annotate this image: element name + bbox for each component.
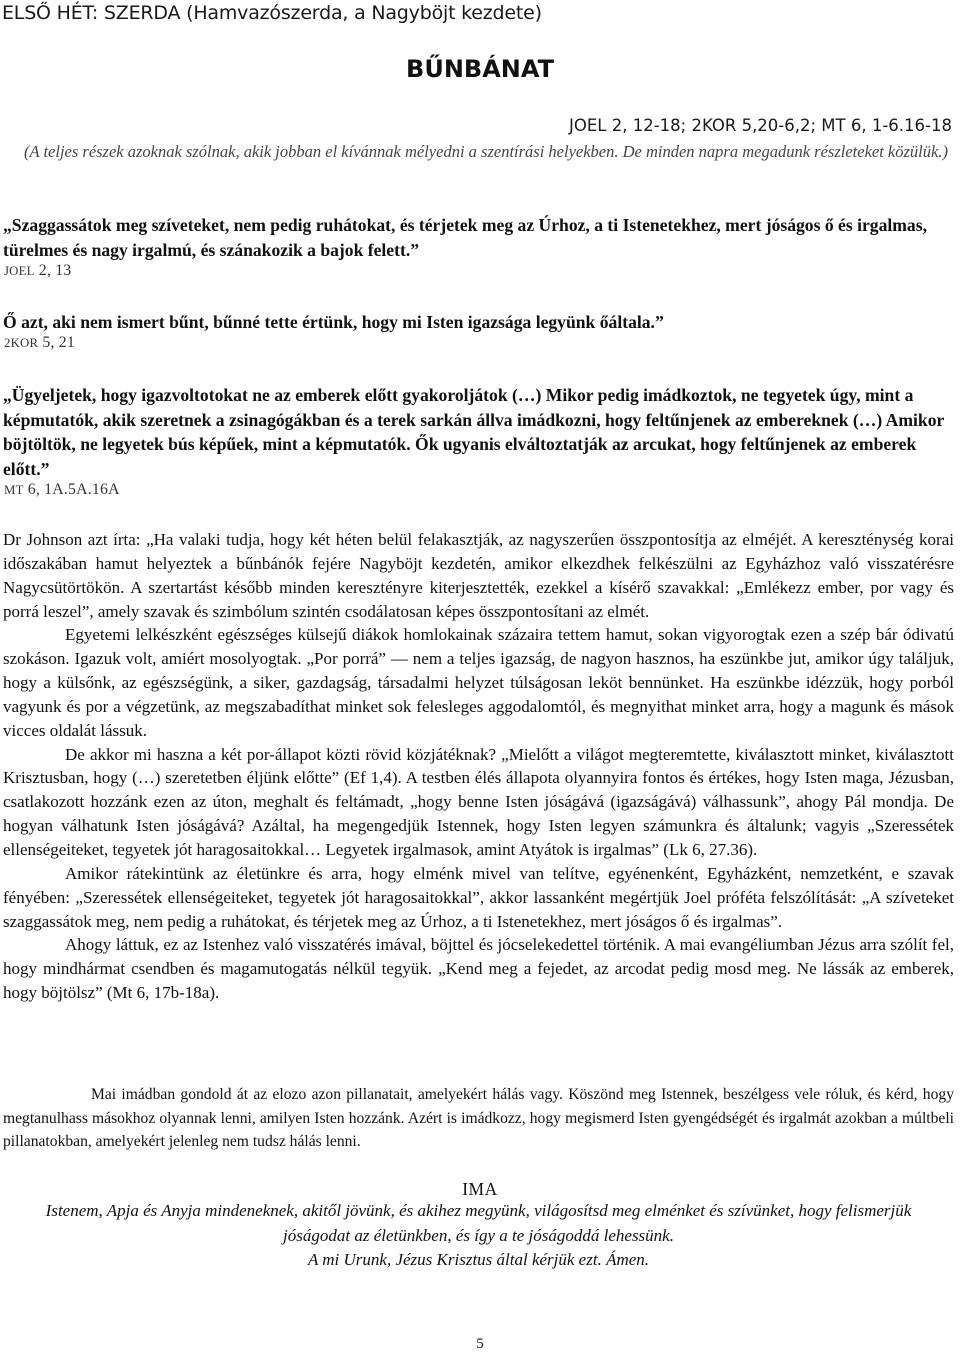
citation-verse: 5, 21	[38, 334, 75, 351]
prayer-line: Istenem, Apja és Anyja mindeneknek, akitől jövünk, és akihez megyünk, világosítsd meg elménket és szívünket, hogy felismerjük	[45, 1201, 912, 1220]
quote-2kor: Ő azt, aki nem ismert bűnt, bűnné tette értünk, hogy mi Isten igazsága legyünk őáltala.”	[3, 312, 664, 332]
citation-book: 2KOR	[4, 336, 39, 350]
quote-joel-citation	[4, 262, 71, 280]
paragraph: Amikor rátekintünk az életünkre és arra, hogy elménk mivel van telítve, egyénenként, Egyházként, nemzetként, e szavak fényében: „Szeressétek ellenségeiteket, tegyetek jót haragosaitokkal”, akkor lassanként megértjük Joel próféta felszólítását: „A szíveteket szaggassátok meg, nem pedig a ruhátokat, és térjetek meg az Úrhoz, a ti Istenetekhez, mert jóságos ő és irgalmas”.	[3, 863, 954, 931]
scripture-references: JOEL 2, 12-18; 2KOR 5,20-6,2; MT 6, 1-6.16-18	[569, 116, 952, 135]
quote-mt-citation	[4, 481, 120, 499]
paragraph: Ahogy láttuk, ez az Istenhez való visszatérés imával, böjttel és jócselekedettel történik. A mai evangéliumban Jézus arra szólít fel, hogy mindhármat csendben és magamutogatás nélkül tegyük. „Kend meg a fejedet, az arcodat pedig mosd meg. Ne lássák az emberek, hogy böjtölsz” (Mt 6, 17b-18a).	[3, 935, 954, 1003]
quote-mt: „Ügyeljetek, hogy igazvoltotokat ne az emberek előtt gyakoroljátok (…) Mikor pedig imádkoztok, ne tegyetek úgy, mint a képmutatók, akik szeretnek a zsinagógákban és a terek sarkán állva imádkozni, hogy feltűnjenek az embereknek (…) Amikor böjtöltök, ne legyetek bús képűek, mint a képmutatók. Ők ugyanis elváltoztatják az arcukat, hogy feltűnjenek az emberek előtt.”	[3, 385, 944, 479]
page-number: 5	[476, 1336, 484, 1352]
reflection-body	[3, 528, 954, 1005]
paragraph: Dr Johnson azt írta: „Ha valaki tudja, hogy két héten belül felakasztják, az nagyszerűen összpontosítja az elméjét. A kereszténység korai időszakában hamut helyeztek a bűnbánók fejére Nagyböjt kezdetén, amikor elkezdhek felkészülni az Egyházhoz való visszatérésre Nagycsütörtökön. A szertartást később minden keresztényre kiterjesztették, ezekkel a kísérő szavakkal: „Emlékezz ember, por vagy és porrá leszel”, amely szavak és szimbólum szintén csodálatosan képes összpontosítani az elmét.	[3, 530, 954, 621]
citation-book: JOEL	[4, 264, 35, 278]
day-heading: ELSŐ HÉT: SZERDA (Hamvazószerda, a Nagyböjt kezdete)	[2, 2, 542, 24]
prayer-line: jóságodat az életünkben, és így a te jóságoddá lehessünk.	[283, 1225, 674, 1245]
citation-verse: 2, 13	[34, 262, 72, 279]
quote-2kor-citation	[4, 334, 75, 352]
prayer-instruction	[3, 1083, 954, 1154]
paragraph: Egyetemi lelkészként egészséges külsejű diákok homlokainak százaira tettem hamut, sokan vigyorogtak ezen a szép bár ódivatú szokáson. Igazuk volt, amiért mosolyogtak. „Por porrá” — nem a teljes igazság, de nagyon hasznos, ha eszünkbe jut, amikor úgy találjuk, hogy a külsőnk, az egészségünk, a siker, gazdagság, társadalmi helyzet túlságosan leköt bennünket. Ha eszünkbe idézzük, hogy porból vagyunk és por a végzetünk, az megszabadíthat minket sok felesleges aggodalomtól, és megnyithat minket arra, hogy a magunk és mások vicces oldalát lássuk.	[3, 625, 954, 740]
prayer-text	[3, 1199, 954, 1273]
prayer-heading: IMA	[462, 1179, 498, 1199]
citation-book: MT	[4, 483, 24, 497]
references-note: (A teljes részek azoknak szólnak, akik jobban el kívánnak mélyedni a szentírási helyekben. De minden napra megadunk részleteket közülük.)	[24, 142, 948, 161]
paragraph: De akkor mi haszna a két por-állapot közti rövid közjátéknak? „Mielőtt a világot megteremtette, kiválasztott minket, kiválasztott Krisztusban, hogy (…) szeretetben éljünk előtte” (Ef 1,4). A testben élés állapota olyannyira fontos és értékes, hogy Isten maga, Jézusban, csatlakozott hozzánk ezen az úton, meghalt és feltámadt, „hogy benne Isten jóságává (igazságává) válhassunk”, ahogy Pál mondja. De hogyan válhatunk Isten jóságává? Azáltal, ha megengedjük Istennek, hogy Isten legyen számunkra és általunk; vagyis „Szeressétek ellenségeiteket, tegyetek jót haragosaitokkal… Legyetek irgalmasok, amint Atyátok is irgalmas” (Lk 6, 27.36).	[3, 744, 954, 859]
quote-joel: „Szaggassátok meg szíveteket, nem pedig ruhátokat, és térjetek meg az Úrhoz, a ti Istenetekhez, mert jóságos ő és irgalmas, türelmes és nagy irgalmú, és szánakozik a bajok felett.”	[3, 215, 927, 260]
prayer-line: A mi Urunk, Jézus Krisztus által kérjük ezt. Ámen.	[307, 1250, 650, 1269]
page-title: BŰNBÁNAT	[406, 55, 554, 83]
paragraph: Mai imádban gondold át az elozo azon pillanatait, amelyekért hálás vagy. Köszönd meg Istennek, beszélgess vele róluk, és kérd, hogy megtanulhass másokhoz olyannak lenni, amilyen Isten hozzánk. Azért is imádkozz, hogy megismerd Isten gyengédségét és irgalmát azokban a múltbeli pillanatokban, amelyekért jelenleg nem tudsz hálás lenni.	[3, 1086, 954, 1150]
citation-verse: 6, 1A.5A.16A	[23, 481, 120, 498]
